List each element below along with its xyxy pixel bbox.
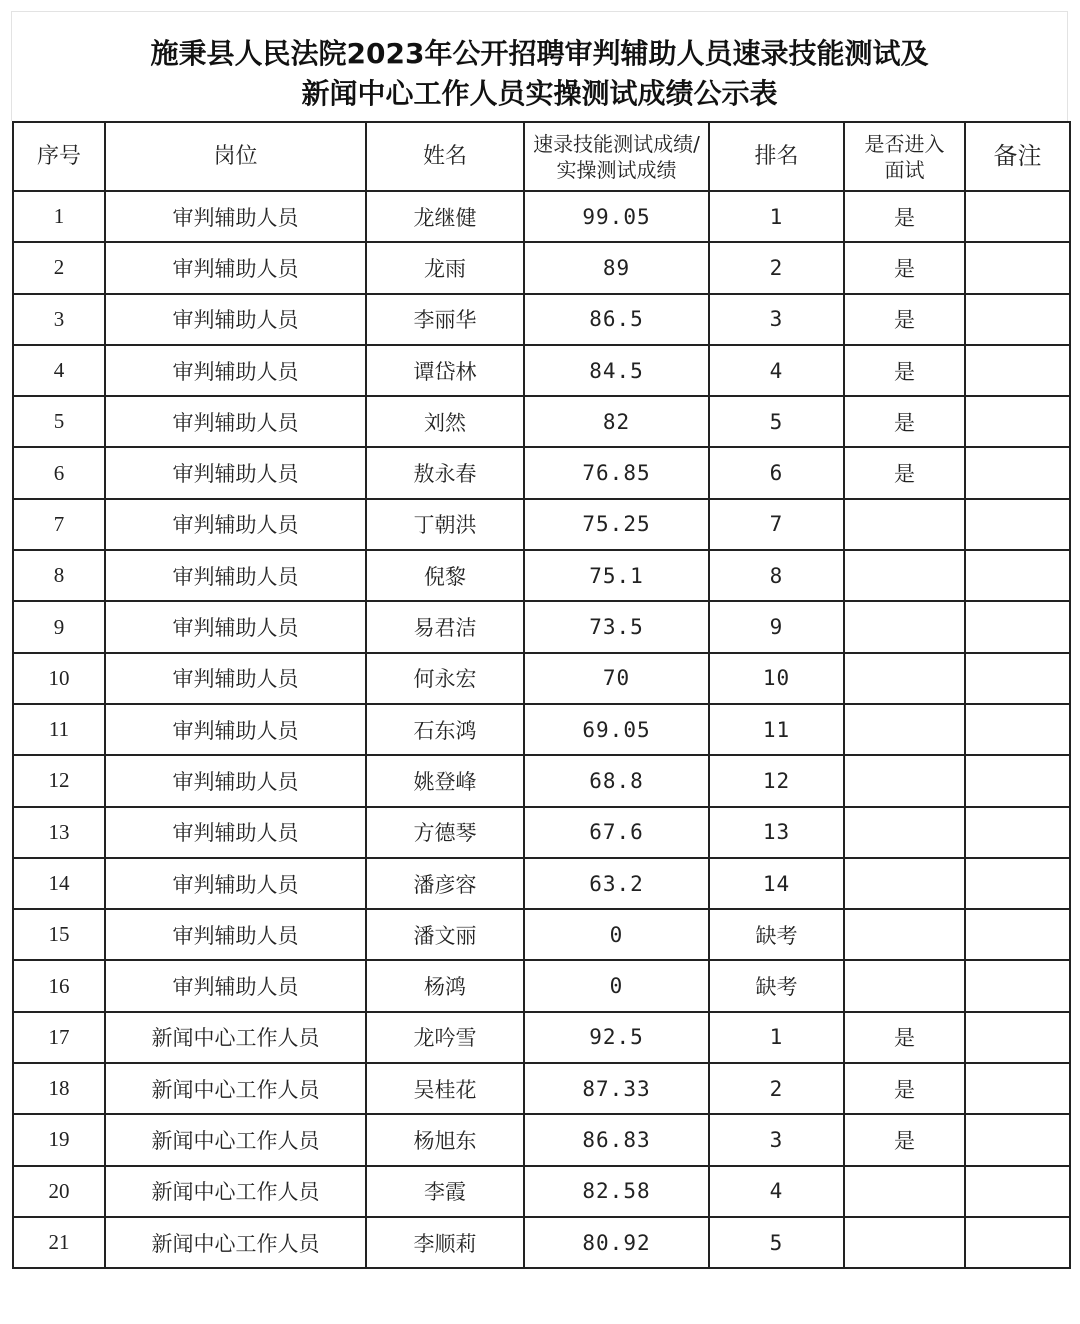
cell-score: 82	[524, 396, 709, 447]
cell-interview	[844, 601, 965, 652]
cell-name: 龙吟雪	[366, 1012, 524, 1063]
table-row	[13, 447, 1070, 498]
header-remarks: 备注	[965, 122, 1070, 191]
cell-remarks	[965, 1114, 1070, 1165]
cell-rank: 3	[709, 1114, 844, 1165]
cell-score: 68.8	[524, 755, 709, 806]
cell-name: 李顺莉	[366, 1217, 524, 1268]
cell-seq: 12	[13, 755, 105, 806]
cell-seq: 2	[13, 242, 105, 293]
cell-interview	[844, 960, 965, 1011]
cell-post: 新闻中心工作人员	[105, 1012, 366, 1063]
cell-post: 审判辅助人员	[105, 345, 366, 396]
header-name: 姓名	[366, 122, 524, 191]
table-row	[13, 601, 1070, 652]
cell-interview: 是	[844, 447, 965, 498]
cell-name: 龙继健	[366, 191, 524, 242]
table-row	[13, 345, 1070, 396]
cell-remarks	[965, 294, 1070, 345]
cell-interview	[844, 909, 965, 960]
cell-interview: 是	[844, 294, 965, 345]
cell-rank: 3	[709, 294, 844, 345]
cell-name: 姚登峰	[366, 755, 524, 806]
table-row	[13, 909, 1070, 960]
table-body	[13, 191, 1070, 1268]
cell-post: 审判辅助人员	[105, 755, 366, 806]
table-row	[13, 807, 1070, 858]
cell-interview: 是	[844, 1063, 965, 1114]
cell-rank: 1	[709, 191, 844, 242]
header-rank: 排名	[709, 122, 844, 191]
cell-remarks	[965, 550, 1070, 601]
cell-post: 审判辅助人员	[105, 653, 366, 704]
cell-score: 87.33	[524, 1063, 709, 1114]
cell-score: 75.1	[524, 550, 709, 601]
cell-rank: 4	[709, 345, 844, 396]
cell-rank: 13	[709, 807, 844, 858]
cell-score: 0	[524, 909, 709, 960]
cell-post: 审判辅助人员	[105, 858, 366, 909]
cell-post: 审判辅助人员	[105, 447, 366, 498]
cell-rank: 5	[709, 396, 844, 447]
cell-rank: 6	[709, 447, 844, 498]
cell-seq: 9	[13, 601, 105, 652]
cell-seq: 16	[13, 960, 105, 1011]
table-row	[13, 242, 1070, 293]
cell-interview: 是	[844, 396, 965, 447]
cell-score: 69.05	[524, 704, 709, 755]
cell-interview	[844, 807, 965, 858]
table-row	[13, 1166, 1070, 1217]
cell-interview	[844, 550, 965, 601]
cell-name: 龙雨	[366, 242, 524, 293]
cell-post: 新闻中心工作人员	[105, 1114, 366, 1165]
cell-seq: 21	[13, 1217, 105, 1268]
cell-rank: 7	[709, 499, 844, 550]
table-row	[13, 550, 1070, 601]
cell-rank: 5	[709, 1217, 844, 1268]
cell-score: 86.83	[524, 1114, 709, 1165]
cell-remarks	[965, 345, 1070, 396]
table-row	[13, 396, 1070, 447]
cell-seq: 4	[13, 345, 105, 396]
cell-score: 0	[524, 960, 709, 1011]
cell-score: 82.58	[524, 1166, 709, 1217]
cell-interview: 是	[844, 191, 965, 242]
cell-interview	[844, 704, 965, 755]
cell-rank: 缺考	[709, 960, 844, 1011]
cell-rank: 4	[709, 1166, 844, 1217]
cell-remarks	[965, 1063, 1070, 1114]
cell-name: 方德琴	[366, 807, 524, 858]
cell-seq: 7	[13, 499, 105, 550]
cell-score: 80.92	[524, 1217, 709, 1268]
table-row	[13, 1217, 1070, 1268]
cell-seq: 3	[13, 294, 105, 345]
cell-score: 63.2	[524, 858, 709, 909]
cell-remarks	[965, 960, 1070, 1011]
table-row	[13, 755, 1070, 806]
cell-interview	[844, 1166, 965, 1217]
cell-interview	[844, 653, 965, 704]
cell-score: 75.25	[524, 499, 709, 550]
cell-score: 86.5	[524, 294, 709, 345]
cell-name: 潘文丽	[366, 909, 524, 960]
table-row	[13, 858, 1070, 909]
cell-score: 92.5	[524, 1012, 709, 1063]
cell-interview: 是	[844, 1114, 965, 1165]
cell-remarks	[965, 1217, 1070, 1268]
cell-remarks	[965, 396, 1070, 447]
cell-seq: 20	[13, 1166, 105, 1217]
title-line-1: 施秉县人民法院2023年公开招聘审判辅助人员速录技能测试及	[150, 37, 929, 70]
cell-remarks	[965, 909, 1070, 960]
header-post: 岗位	[105, 122, 366, 191]
cell-rank: 1	[709, 1012, 844, 1063]
cell-rank: 11	[709, 704, 844, 755]
cell-interview	[844, 755, 965, 806]
header-seq: 序号	[13, 122, 105, 191]
cell-name: 丁朝洪	[366, 499, 524, 550]
cell-seq: 18	[13, 1063, 105, 1114]
cell-post: 审判辅助人员	[105, 909, 366, 960]
cell-rank: 14	[709, 858, 844, 909]
cell-score: 67.6	[524, 807, 709, 858]
cell-rank: 8	[709, 550, 844, 601]
title-line-2: 新闻中心工作人员实操测试成绩公示表	[301, 77, 778, 110]
cell-post: 审判辅助人员	[105, 499, 366, 550]
cell-rank: 2	[709, 1063, 844, 1114]
cell-name: 杨旭东	[366, 1114, 524, 1165]
cell-name: 敖永春	[366, 447, 524, 498]
document-title	[11, 11, 1068, 121]
cell-name: 倪黎	[366, 550, 524, 601]
cell-post: 新闻中心工作人员	[105, 1166, 366, 1217]
cell-post: 审判辅助人员	[105, 704, 366, 755]
cell-interview: 是	[844, 1012, 965, 1063]
cell-name: 石东鸿	[366, 704, 524, 755]
cell-post: 审判辅助人员	[105, 550, 366, 601]
table-row	[13, 191, 1070, 242]
cell-name: 刘然	[366, 396, 524, 447]
table-row	[13, 499, 1070, 550]
table-header-row	[13, 122, 1070, 191]
cell-post: 审判辅助人员	[105, 601, 366, 652]
table-row	[13, 960, 1070, 1011]
cell-name: 谭岱林	[366, 345, 524, 396]
cell-seq: 10	[13, 653, 105, 704]
cell-seq: 8	[13, 550, 105, 601]
header-interview: 是否进入面试	[844, 122, 965, 191]
cell-name: 李霞	[366, 1166, 524, 1217]
cell-rank: 缺考	[709, 909, 844, 960]
table-row	[13, 704, 1070, 755]
cell-remarks	[965, 191, 1070, 242]
cell-remarks	[965, 601, 1070, 652]
cell-seq: 17	[13, 1012, 105, 1063]
cell-seq: 5	[13, 396, 105, 447]
cell-remarks	[965, 1166, 1070, 1217]
cell-post: 审判辅助人员	[105, 960, 366, 1011]
cell-interview	[844, 858, 965, 909]
cell-post: 新闻中心工作人员	[105, 1217, 366, 1268]
cell-seq: 11	[13, 704, 105, 755]
cell-remarks	[965, 755, 1070, 806]
cell-remarks	[965, 653, 1070, 704]
cell-rank: 9	[709, 601, 844, 652]
cell-rank: 12	[709, 755, 844, 806]
cell-name: 何永宏	[366, 653, 524, 704]
cell-score: 99.05	[524, 191, 709, 242]
cell-remarks	[965, 858, 1070, 909]
cell-post: 新闻中心工作人员	[105, 1063, 366, 1114]
cell-interview	[844, 1217, 965, 1268]
cell-post: 审判辅助人员	[105, 807, 366, 858]
cell-name: 杨鸿	[366, 960, 524, 1011]
cell-seq: 15	[13, 909, 105, 960]
table-row	[13, 1012, 1070, 1063]
table-row	[13, 1114, 1070, 1165]
cell-rank: 2	[709, 242, 844, 293]
cell-name: 潘彦容	[366, 858, 524, 909]
cell-remarks	[965, 447, 1070, 498]
table-row	[13, 294, 1070, 345]
cell-seq: 6	[13, 447, 105, 498]
cell-remarks	[965, 499, 1070, 550]
cell-rank: 10	[709, 653, 844, 704]
cell-score: 70	[524, 653, 709, 704]
cell-post: 审判辅助人员	[105, 191, 366, 242]
cell-remarks	[965, 1012, 1070, 1063]
cell-score: 73.5	[524, 601, 709, 652]
cell-name: 易君洁	[366, 601, 524, 652]
cell-score: 84.5	[524, 345, 709, 396]
cell-post: 审判辅助人员	[105, 396, 366, 447]
cell-seq: 19	[13, 1114, 105, 1165]
cell-interview	[844, 499, 965, 550]
table-row	[13, 653, 1070, 704]
cell-score: 89	[524, 242, 709, 293]
header-score: 速录技能测试成绩/实操测试成绩	[524, 122, 709, 191]
cell-name: 李丽华	[366, 294, 524, 345]
cell-remarks	[965, 807, 1070, 858]
cell-remarks	[965, 242, 1070, 293]
cell-score: 76.85	[524, 447, 709, 498]
cell-interview: 是	[844, 345, 965, 396]
cell-post: 审判辅助人员	[105, 242, 366, 293]
table-row	[13, 1063, 1070, 1114]
cell-interview: 是	[844, 242, 965, 293]
cell-post: 审判辅助人员	[105, 294, 366, 345]
cell-seq: 13	[13, 807, 105, 858]
cell-remarks	[965, 704, 1070, 755]
cell-seq: 14	[13, 858, 105, 909]
cell-seq: 1	[13, 191, 105, 242]
score-table	[12, 121, 1071, 1269]
cell-name: 吴桂花	[366, 1063, 524, 1114]
